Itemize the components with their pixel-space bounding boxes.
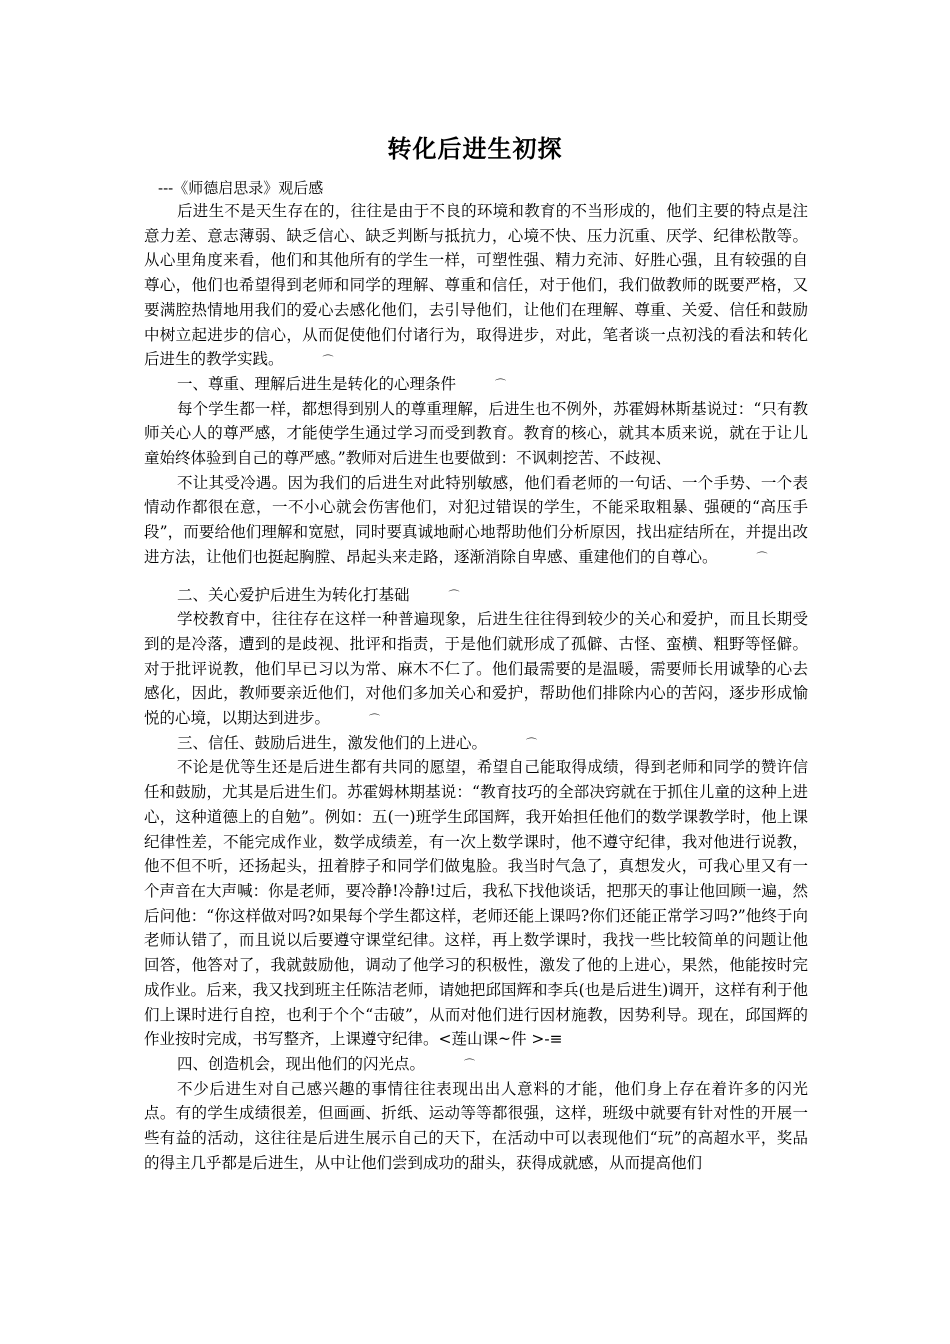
paragraph-section-3 (144, 755, 808, 1051)
paragraph-mark-icon: ⌒ (756, 551, 768, 565)
document-subtitle: ---《师德启思录》观后感 (158, 179, 324, 197)
paragraph-text: 后进生不是天生存在的，往往是由于不良的环境和教育的不当形成的，他们主要的特点是注意力差、意志薄弱、缺乏信心、缺乏判断与抵抗力，心境不快、压力沉重、厌学、纪律松散等。从心里角度来看，他们和其他所有的学生一样，可塑性强、精力充沛、好胜心强，且有较强的自尊心，他们也希望得到老师和同学的理解、尊重和信任，对于他们，我们做教师的既要严格，又要满腔热情地用我们的爱心去感化他们，去引导他们，让他们在理解、尊重、关爱、信任和鼓励中树立起进步的信心，从而促使他们付诸行为，取得进步，对此，笔者谈一点初浅的看法和转化后进生的教学实践。 (144, 202, 808, 369)
paragraph-text: 学校教育中，往往存在这样一种普遍现象，后进生往往得到较少的关心和爱护，而且长期受到的是冷落，遭到的是歧视、批评和指责，于是他们就形成了孤僻、古怪、蛮横、粗野等怪僻。对于批评说教，他们早已习以为常、麻木不仁了。他们最需要的是温暖，需要师长用诚挚的心去感化，因此，教师要亲近他们，对他们多加关心和爱护，帮助他们排除内心的苦闷，逐步形成愉悦的心境，以期达到进步。 (144, 610, 808, 728)
paragraph-text: 每个学生都一样，都想得到别人的尊重理解，后进生也不例外，苏霍姆林斯基说过：“只有教师关心人的尊严感，才能使学生通过学习而受到教育。教育的核心，就其本质来说，就在于让儿童始终体验到自己的尊严感。”教师对后进生也要做到：不讽刺挖苦、不歧视、 (144, 399, 808, 468)
paragraph-section-4 (144, 1077, 808, 1176)
paragraph-mark-icon: ⌒ (322, 353, 334, 367)
heading-text: 一、尊重、理解后进生是转化的心理条件 (177, 374, 457, 393)
document-title: 转化后进生初探 (387, 134, 563, 163)
paragraph-section-2 (144, 607, 808, 731)
paragraph-text: 不让其受冷遇。因为我们的后进生对此特别敏感，他们看老师的一句话、一个手势、一个表情动作都很在意，一不小心就会伤害他们，对犯过错误的学生，不能采取粗暴、强硬的“高压手段”，而要给他们理解和宽慰，同时要真诚地耐心地帮助他们分析原因，找出症结所在，并提出改进方法，让他们也挺起胸膛、昂起头来走路，逐渐消除自卑感、重建他们的自尊心。 (144, 473, 808, 566)
paragraph-text: 不少后进生对自己感兴趣的事情往往表现出出人意料的才能，他们身上存在着许多的闪光点。有的学生成绩很差，但画画、折纸、运动等等都很强，这样，班级中就要有针对性的开展一些有益的活动，这往往是后进生展示自己的天下，在活动中可以表现他们“玩”的高超水平，奖品的得主几乎都是后进生，从中让他们尝到成功的甜头，获得成就感，从而提高他们 (144, 1079, 808, 1172)
paragraph-section-1b (144, 471, 808, 570)
paragraph-intro (144, 199, 808, 372)
section-heading-1 (144, 372, 808, 397)
section-heading-3 (144, 731, 808, 756)
heading-text: 四、创造机会，现出他们的闪光点。 (177, 1054, 426, 1073)
paragraph-mark-icon: ⌒ (526, 737, 538, 751)
document-body (144, 199, 808, 1175)
paragraph-mark-icon: ⌒ (448, 589, 460, 603)
paragraph-text: 不论是优等生还是后进生都有共同的愿望，希望自己能取得成绩，得到老师和同学的赞许信任和鼓励，尤其是后进生们。苏霍姆林期基说：“教育技巧的全部决窍就在于抓住儿童的这种上进心，这种道德上的自勉”。例如：五(一)班学生邱国辉，我开始担任他们的数学课教学时，他上课纪律性差，不能完成作业，数学成绩差，有一次上数学课时，他不遵守纪律，我对他进行说教，他不但不听，还扬起头，扭着脖子和同学们做鬼脸。我当时气急了，真想发火，可我心里又有一个声音在大声喊：你是老师，要冷静!冷静!过后，我私下找他谈话，把那天的事让他回顾一遍，然后问他：“你这样做对吗?如果每个学生都这样，老师还能上课吗?你们还能正常学习吗?”他终于向老师认错了，而且说以后要遵守课堂纪律。这样，再上数学课时，我找一些比较简单的问题让他回答，他答对了，我就鼓励他，调动了他学习的积极性，激发了他的上进心，果然，他能按时完成作业。后来，我又找到班主任陈洁老师，请她把邱国辉和李兵(也是后进生)调开，这样有利于他们上课时进行自控，也利于个个“击破”，从而对他们进行因材施教，因势利导。现在，邱国辉的作业按时完成，书写整齐，上课遵守纪律。<莲山课~件 >-≡ (144, 758, 808, 1049)
heading-text: 三、信任、鼓励后进生，激发他们的上进心。 (177, 733, 488, 752)
paragraph-mark-icon: ⌒ (495, 378, 507, 392)
paragraph-section-1a (144, 397, 808, 471)
section-heading-4 (144, 1052, 808, 1077)
heading-text: 二、关心爱护后进生为转化打基础 (177, 585, 410, 604)
paragraph-mark-icon: ⌒ (369, 712, 381, 726)
paragraph-mark-icon: ⌒ (464, 1058, 476, 1072)
section-heading-2 (144, 583, 808, 608)
